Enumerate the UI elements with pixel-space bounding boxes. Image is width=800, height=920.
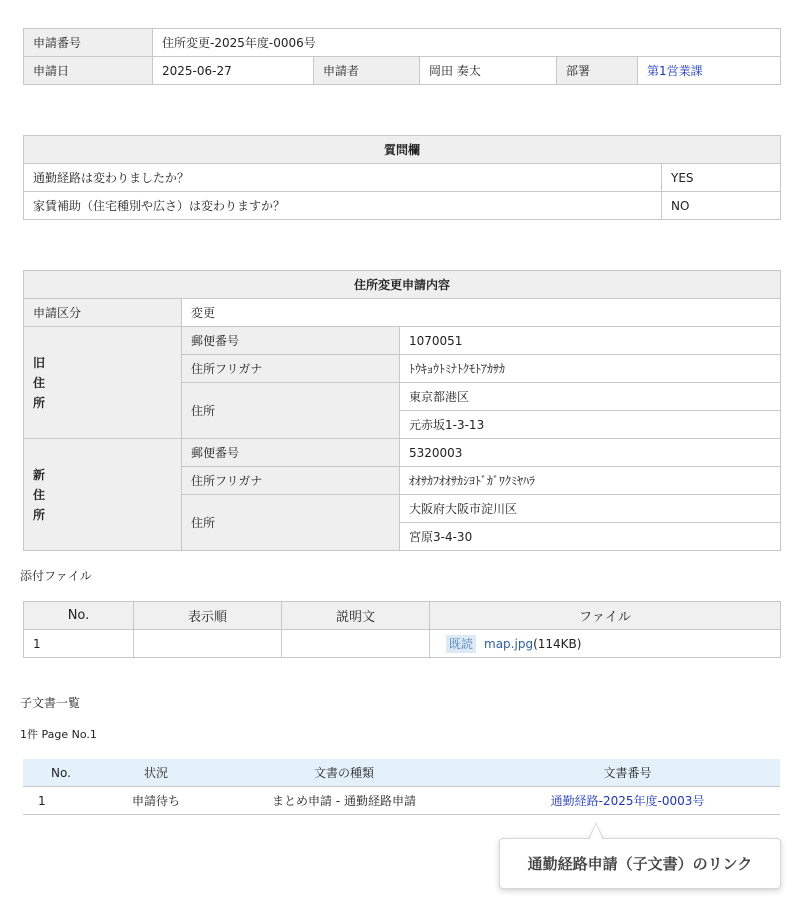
old-kana-label: 住所フリガナ [182, 355, 400, 383]
child-doc-link[interactable]: 通勤経路-2025年度-0003号 [550, 794, 705, 808]
child-header-kind: 文書の種類 [213, 759, 475, 787]
new-address-label: 新 住 所 [24, 439, 182, 551]
new-address-field-label: 住所 [182, 495, 400, 551]
attachments-header-no: No. [24, 602, 134, 630]
attachments-title: 添付ファイル [20, 569, 92, 583]
questions-table [23, 135, 781, 220]
old-address-label: 旧 住 所 [24, 327, 182, 439]
attachments-header-desc: 説明文 [282, 602, 430, 630]
application-date-value: 2025-06-27 [153, 57, 314, 85]
child-header-docno: 文書番号 [475, 759, 780, 787]
attachments-table [23, 601, 781, 658]
application-no-label: 申請番号 [24, 29, 153, 57]
question-text: 家賃補助（住宅種別や広さ）は変わりますか？ [24, 192, 662, 220]
old-address-line2: 元赤坂1-3-13 [400, 411, 781, 439]
child-status: 申請待ち [99, 787, 213, 815]
application-type-label: 申請区分 [24, 299, 182, 327]
attachment-order [134, 630, 282, 658]
address-change-table [23, 270, 781, 551]
address-change-title: 住所変更申請内容 [24, 271, 781, 299]
old-postal-value: 1070051 [400, 327, 781, 355]
old-address-line1: 東京都港区 [400, 383, 781, 411]
child-docs-title: 子文書一覧 [20, 696, 81, 710]
child-header-no: No. [23, 759, 99, 787]
tooltip-pointer-inner [589, 824, 603, 840]
old-kana-value: ﾄｳｷｮｳﾄﾐﾅﾄｸﾓﾄｱｶｻｶ [400, 355, 781, 383]
attachment-file-size: (114KB) [533, 637, 582, 651]
department-label: 部署 [557, 57, 638, 85]
child-kind: まとめ申請 - 通勤経路申請 [213, 787, 475, 815]
new-postal-label: 郵便番号 [182, 439, 400, 467]
attachments-header-file: ファイル [430, 602, 781, 630]
application-type-value: 変更 [182, 299, 781, 327]
question-text: 通勤経路は変わりましたか？ [24, 164, 662, 192]
applicant-label: 申請者 [314, 57, 420, 85]
new-kana-label: 住所フリガナ [182, 467, 400, 495]
child-docs-table [23, 759, 780, 815]
attachment-file-link[interactable]: map.jpg [484, 637, 534, 651]
read-badge: 既読 [446, 635, 476, 653]
attachment-desc [282, 630, 430, 658]
department-link[interactable]: 第1営業課 [647, 64, 703, 78]
tooltip-text: 通勤経路申請（子文書）のリンク [527, 855, 753, 873]
question-answer: YES [662, 164, 781, 192]
child-docs-count: 1件 Page No.1 [20, 728, 97, 741]
new-address-line1: 大阪府大阪市淀川区 [400, 495, 781, 523]
applicant-value: 岡田 奏太 [420, 57, 557, 85]
attachment-row [24, 630, 781, 658]
attachment-no: 1 [24, 630, 134, 658]
new-postal-value: 5320003 [400, 439, 781, 467]
new-kana-value: ｵｵｻｶﾌｵｵｻｶｼﾖﾄﾞｶﾞﾜｸﾐﾔﾊﾗ [400, 467, 781, 495]
application-info-table [23, 28, 781, 85]
child-no: 1 [23, 787, 99, 815]
question-answer: NO [662, 192, 781, 220]
old-address-field-label: 住所 [182, 383, 400, 439]
application-no-value: 住所変更-2025年度-0006号 [153, 29, 781, 57]
link-tooltip [499, 838, 781, 889]
child-header-status: 状況 [99, 759, 213, 787]
child-doc-row [23, 787, 780, 815]
new-address-line2: 宮原3-4-30 [400, 523, 781, 551]
old-postal-label: 郵便番号 [182, 327, 400, 355]
attachments-header-order: 表示順 [134, 602, 282, 630]
questions-title: 質問欄 [24, 136, 781, 164]
application-date-label: 申請日 [24, 57, 153, 85]
